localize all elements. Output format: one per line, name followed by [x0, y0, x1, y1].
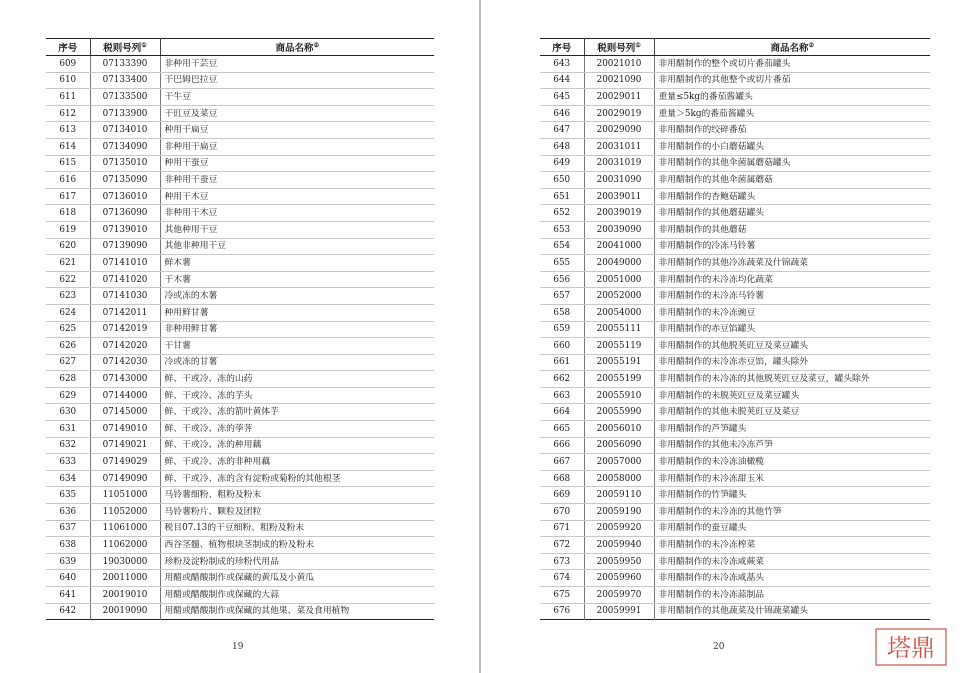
row-product-name: 用醋或醋酸制作或保藏的黄瓜及小黄瓜	[160, 570, 434, 587]
row-serial: 618	[46, 205, 90, 222]
row-product-name: 种用干木豆	[160, 188, 434, 205]
row-serial: 671	[540, 520, 584, 537]
row-tariff-code: 20059920	[584, 520, 654, 537]
row-serial: 655	[540, 255, 584, 272]
row-product-name: 非用醋制作的绞碎番茄	[654, 122, 930, 139]
row-tariff-code: 20039019	[584, 205, 654, 222]
row-serial: 674	[540, 570, 584, 587]
row-tariff-code: 20054000	[584, 304, 654, 321]
table-row	[540, 470, 930, 487]
row-product-name: 非种用干木豆	[160, 205, 434, 222]
row-product-name: 非用醋制作的其他蘑菇	[654, 221, 930, 238]
row-product-name: 非用醋制作的其他伞菌属蘑菇	[654, 172, 930, 189]
table-row	[540, 238, 930, 255]
table-row	[46, 172, 434, 189]
row-serial: 650	[540, 172, 584, 189]
row-tariff-code: 07145000	[90, 404, 160, 421]
row-tariff-code: 07141030	[90, 288, 160, 305]
row-tariff-code: 07136010	[90, 188, 160, 205]
row-product-name: 种用鲜甘薯	[160, 304, 434, 321]
row-tariff-code: 07149010	[90, 421, 160, 438]
header-tariff-code: 税则号列①	[584, 39, 654, 56]
row-serial: 635	[46, 487, 90, 504]
table-row	[540, 587, 930, 604]
row-tariff-code: 20059190	[584, 504, 654, 521]
row-serial: 649	[540, 155, 584, 172]
row-serial: 615	[46, 155, 90, 172]
table-row	[540, 105, 930, 122]
table-row	[46, 122, 434, 139]
table-row	[540, 454, 930, 471]
row-product-name: 非用醋制作的其他冷冻蔬菜及什锦蔬菜	[654, 255, 930, 272]
table-row	[540, 56, 930, 73]
row-serial: 640	[46, 570, 90, 587]
row-product-name: 珍粉及淀粉制成的珍粉代用品	[160, 553, 434, 570]
row-serial: 617	[46, 188, 90, 205]
row-serial: 659	[540, 321, 584, 338]
row-tariff-code: 20055191	[584, 354, 654, 371]
row-tariff-code: 20011000	[90, 570, 160, 587]
row-tariff-code: 11061000	[90, 520, 160, 537]
row-product-name: 其他种用干豆	[160, 221, 434, 238]
row-tariff-code: 20039011	[584, 188, 654, 205]
table-row	[540, 221, 930, 238]
row-tariff-code: 20052000	[584, 288, 654, 305]
table-row	[540, 537, 930, 554]
table-row	[46, 603, 434, 620]
row-product-name: 西谷茎髓、植物根块茎制成的粉及粉末	[160, 537, 434, 554]
table-row	[46, 304, 434, 321]
row-serial: 611	[46, 89, 90, 106]
row-product-name: 鲜、干或冷、冻的箭叶黄体芋	[160, 404, 434, 421]
row-tariff-code: 07141010	[90, 255, 160, 272]
row-serial: 627	[46, 354, 90, 371]
table-row	[46, 72, 434, 89]
table-row	[540, 421, 930, 438]
row-product-name: 非用醋制作的其他蘑菇罐头	[654, 205, 930, 222]
row-serial: 672	[540, 537, 584, 554]
row-product-name: 非用醋制作的未冷冻咸蕌头	[654, 570, 930, 587]
header-tariff-code: 税则号列①	[90, 39, 160, 56]
row-tariff-code: 07134090	[90, 138, 160, 155]
row-tariff-code: 20031019	[584, 155, 654, 172]
row-tariff-code: 20055111	[584, 321, 654, 338]
table-row	[540, 354, 930, 371]
row-serial: 676	[540, 603, 584, 620]
row-tariff-code: 20059991	[584, 603, 654, 620]
table-row	[540, 570, 930, 587]
row-tariff-code: 07135010	[90, 155, 160, 172]
row-serial: 643	[540, 56, 584, 73]
row-tariff-code: 07136090	[90, 205, 160, 222]
row-serial: 675	[540, 587, 584, 604]
row-serial: 631	[46, 421, 90, 438]
table-row	[540, 172, 930, 189]
row-tariff-code: 20031090	[584, 172, 654, 189]
row-product-name: 冷或冻的木薯	[160, 288, 434, 305]
table-row	[540, 122, 930, 139]
row-serial: 645	[540, 89, 584, 106]
row-serial: 657	[540, 288, 584, 305]
row-serial: 633	[46, 454, 90, 471]
table-row	[540, 155, 930, 172]
table-row	[46, 520, 434, 537]
row-serial: 664	[540, 404, 584, 421]
row-serial: 629	[46, 387, 90, 404]
row-product-name: 非用醋制作的小白蘑菇罐头	[654, 138, 930, 155]
table-row	[46, 288, 434, 305]
header-product-name: 商品名称②	[160, 39, 434, 56]
row-serial: 623	[46, 288, 90, 305]
table-row	[540, 271, 930, 288]
table-row	[540, 553, 930, 570]
table-row	[540, 89, 930, 106]
left-page	[0, 0, 479, 673]
row-product-name: 马铃薯细粉、粗粉及粉末	[160, 487, 434, 504]
row-product-name: 非用醋制作的其他脱荚豇豆及菜豆罐头	[654, 338, 930, 355]
table-row	[46, 221, 434, 238]
row-serial: 668	[540, 470, 584, 487]
row-tariff-code: 20031011	[584, 138, 654, 155]
table-row	[540, 404, 930, 421]
row-serial: 620	[46, 238, 90, 255]
table-row	[46, 155, 434, 172]
row-tariff-code: 07139010	[90, 221, 160, 238]
row-serial: 654	[540, 238, 584, 255]
row-tariff-code: 20029011	[584, 89, 654, 106]
row-tariff-code: 20059970	[584, 587, 654, 604]
row-tariff-code: 20055199	[584, 371, 654, 388]
row-product-name: 非用醋制作的其他伞菌属蘑菇罐头	[654, 155, 930, 172]
row-serial: 641	[46, 587, 90, 604]
row-tariff-code: 07142020	[90, 338, 160, 355]
row-tariff-code: 20059950	[584, 553, 654, 570]
row-serial: 646	[540, 105, 584, 122]
row-serial: 658	[540, 304, 584, 321]
row-serial: 662	[540, 371, 584, 388]
row-product-name: 鲜、干或冷、冻的芋头	[160, 387, 434, 404]
table-row	[46, 188, 434, 205]
row-serial: 648	[540, 138, 584, 155]
row-tariff-code: 07133390	[90, 56, 160, 73]
row-tariff-code: 07144000	[90, 387, 160, 404]
table-row	[540, 487, 930, 504]
table-row	[46, 354, 434, 371]
row-tariff-code: 20055990	[584, 404, 654, 421]
row-serial: 639	[46, 553, 90, 570]
row-serial: 625	[46, 321, 90, 338]
header-serial: 序号	[540, 39, 584, 56]
row-tariff-code: 20039090	[584, 221, 654, 238]
row-tariff-code: 07133400	[90, 72, 160, 89]
tariff-table-right	[540, 38, 930, 620]
table-row	[46, 338, 434, 355]
row-tariff-code: 07142019	[90, 321, 160, 338]
row-serial: 666	[540, 437, 584, 454]
row-serial: 673	[540, 553, 584, 570]
row-serial: 663	[540, 387, 584, 404]
row-serial: 656	[540, 271, 584, 288]
table-row	[46, 138, 434, 155]
table-row	[46, 504, 434, 521]
row-tariff-code: 20019090	[90, 603, 160, 620]
table-row	[540, 188, 930, 205]
row-product-name: 干木薯	[160, 271, 434, 288]
table-row	[46, 437, 434, 454]
row-tariff-code: 07139090	[90, 238, 160, 255]
row-product-name: 非用醋制作的芦笋罐头	[654, 421, 930, 438]
row-serial: 644	[540, 72, 584, 89]
watermark-logo	[874, 627, 948, 667]
row-product-name: 非用醋制作的其他未脱荚豇豆及菜豆	[654, 404, 930, 421]
row-tariff-code: 20055119	[584, 338, 654, 355]
row-product-name: 马铃薯粉片、颗粒及团粒	[160, 504, 434, 521]
row-serial: 619	[46, 221, 90, 238]
table-row	[46, 89, 434, 106]
row-product-name: 非用醋制作的未冷冻甜玉米	[654, 470, 930, 487]
table-row	[540, 603, 930, 620]
row-serial: 638	[46, 537, 90, 554]
row-product-name: 种用干蚕豆	[160, 155, 434, 172]
row-tariff-code: 20056010	[584, 421, 654, 438]
table-row	[540, 520, 930, 537]
row-product-name: 干甘薯	[160, 338, 434, 355]
table-row	[46, 105, 434, 122]
row-product-name: 非用醋制作的其他未冷冻芦笋	[654, 437, 930, 454]
table-row	[46, 205, 434, 222]
row-serial: 667	[540, 454, 584, 471]
row-product-name: 非用醋制作的赤豆馅罐头	[654, 321, 930, 338]
table-row	[540, 338, 930, 355]
row-tariff-code: 07141020	[90, 271, 160, 288]
row-product-name: 非用醋制作的未冷冻豌豆	[654, 304, 930, 321]
table-row	[46, 570, 434, 587]
row-serial: 661	[540, 354, 584, 371]
header-product-name: 商品名称②	[654, 39, 930, 56]
row-product-name: 鲜、干或冷、冻的种用藕	[160, 437, 434, 454]
row-product-name: 种用干扁豆	[160, 122, 434, 139]
row-tariff-code: 11062000	[90, 537, 160, 554]
table-row	[540, 371, 930, 388]
table-row	[46, 387, 434, 404]
header-serial: 序号	[46, 39, 90, 56]
row-serial: 670	[540, 504, 584, 521]
row-tariff-code: 20021090	[584, 72, 654, 89]
page-number: 19	[232, 642, 244, 652]
table-row	[46, 321, 434, 338]
row-tariff-code: 07133900	[90, 105, 160, 122]
table-row	[540, 437, 930, 454]
row-product-name: 非用醋制作的竹笋罐头	[654, 487, 930, 504]
table-row	[46, 470, 434, 487]
table-row	[46, 587, 434, 604]
table-row	[46, 487, 434, 504]
row-serial: 624	[46, 304, 90, 321]
row-tariff-code: 20057000	[584, 454, 654, 471]
row-product-name: 非用醋制作的未冷冻油橄榄	[654, 454, 930, 471]
row-tariff-code: 20029019	[584, 105, 654, 122]
row-tariff-code: 07134010	[90, 122, 160, 139]
row-product-name: 非用醋制作的其他蔬菜及什锦蔬菜罐头	[658, 606, 809, 617]
table-row	[46, 371, 434, 388]
row-product-name: 鲜木薯	[160, 255, 434, 272]
row-product-name: 税目07.13的干豆细粉、粗粉及粉末	[160, 520, 434, 537]
row-tariff-code: 20029090	[584, 122, 654, 139]
row-product-name: 非用醋制作的未冷冻咸蕨菜	[654, 553, 930, 570]
row-serial: 610	[46, 72, 90, 89]
row-tariff-code: 20019010	[90, 587, 160, 604]
row-product-name: 非用醋制作的未冷冻榨菜	[654, 537, 930, 554]
row-tariff-code: 20059960	[584, 570, 654, 587]
row-tariff-code: 20049000	[584, 255, 654, 272]
row-product-name: 非种用干蚕豆	[160, 172, 434, 189]
row-serial: 622	[46, 271, 90, 288]
row-serial: 669	[540, 487, 584, 504]
table-row	[540, 387, 930, 404]
row-product-name: 鲜、干或冷、冻的山药	[160, 371, 434, 388]
row-tariff-code: 20059110	[584, 487, 654, 504]
row-serial: 613	[46, 122, 90, 139]
table-row	[540, 288, 930, 305]
row-product-name: 鲜、干或冷、冻的荸荠	[160, 421, 434, 438]
row-serial: 628	[46, 371, 90, 388]
table-row	[46, 537, 434, 554]
row-serial: 609	[46, 56, 90, 73]
row-serial: 634	[46, 470, 90, 487]
row-tariff-code: 20021010	[584, 56, 654, 73]
row-product-name: 鲜、干或冷、冻的非种用藕	[160, 454, 434, 471]
row-product-name: 非用醋制作的未冷冻均化蔬菜	[654, 271, 930, 288]
row-tariff-code: 20055910	[584, 387, 654, 404]
row-product-name: 干豇豆及菜豆	[160, 105, 434, 122]
row-product-name: 非用醋制作的其他整个或切片番茄	[654, 72, 930, 89]
row-tariff-code: 19030000	[90, 553, 160, 570]
row-tariff-code: 20058000	[584, 470, 654, 487]
row-tariff-code: 20056090	[584, 437, 654, 454]
table-row	[46, 255, 434, 272]
row-product-name: 非用醋制作的未冷冻蒜制品	[654, 587, 930, 604]
row-serial: 626	[46, 338, 90, 355]
row-tariff-code: 20041000	[584, 238, 654, 255]
row-tariff-code: 07143000	[90, 371, 160, 388]
row-product-name: 非用醋制作的未冷冻马铃薯	[654, 288, 930, 305]
table-row	[540, 304, 930, 321]
row-tariff-code: 20051000	[584, 271, 654, 288]
page-number: 20	[713, 642, 725, 652]
row-product-name: 其他非种用干豆	[160, 238, 434, 255]
row-tariff-code: 11051000	[90, 487, 160, 504]
row-product-name: 非种用干扁豆	[160, 138, 434, 155]
row-product-name: 用醋或醋酸制作或保藏的其他果、菜及食用植物	[164, 606, 350, 617]
row-product-name: 非用醋制作的未冷冻赤豆馅，罐头除外	[654, 354, 930, 371]
row-tariff-code: 07142030	[90, 354, 160, 371]
table-row	[46, 553, 434, 570]
table-row	[540, 205, 930, 222]
row-serial: 647	[540, 122, 584, 139]
row-tariff-code: 07142011	[90, 304, 160, 321]
table-row	[46, 404, 434, 421]
row-tariff-code: 07149029	[90, 454, 160, 471]
row-tariff-code: 11052000	[90, 504, 160, 521]
row-product-name: 鲜、干或冷、冻的含有淀粉或菊粉的其他根茎	[160, 470, 434, 487]
row-tariff-code: 07149090	[90, 470, 160, 487]
row-serial: 621	[46, 255, 90, 272]
table-row	[540, 504, 930, 521]
row-product-name: 非用醋制作的未冷冻的其他竹笋	[654, 504, 930, 521]
row-serial: 636	[46, 504, 90, 521]
row-product-name: 非用醋制作的未冷冻的其他脱荚豇豆及菜豆，罐头除外	[654, 371, 930, 388]
row-serial: 616	[46, 172, 90, 189]
row-tariff-code: 20059940	[584, 537, 654, 554]
row-serial: 630	[46, 404, 90, 421]
table-row	[540, 138, 930, 155]
row-product-name: 用醋或醋酸制作或保藏的大蒜	[160, 587, 434, 604]
row-tariff-code: 07135090	[90, 172, 160, 189]
row-product-name: 干牛豆	[160, 89, 434, 106]
row-product-name: 非用醋制作的杏鲍菇罐头	[654, 188, 930, 205]
row-product-name: 非种用鲜甘薯	[160, 321, 434, 338]
watermark-text: 塔鼎	[887, 634, 935, 662]
table-row	[46, 271, 434, 288]
table-row	[46, 454, 434, 471]
row-tariff-code: 07133500	[90, 89, 160, 106]
row-product-name: 非用醋制作的整个或切片番茄罐头	[654, 56, 930, 73]
row-serial: 612	[46, 105, 90, 122]
tariff-table-left	[46, 38, 434, 620]
table-header-row	[540, 39, 930, 56]
table-row	[46, 421, 434, 438]
row-product-name: 非用醋制作的蚕豆罐头	[654, 520, 930, 537]
row-product-name: 干巴姆巴拉豆	[160, 72, 434, 89]
table-row	[540, 321, 930, 338]
row-serial: 637	[46, 520, 90, 537]
table-row	[46, 56, 434, 73]
row-serial: 665	[540, 421, 584, 438]
table-header-row	[46, 39, 434, 56]
row-product-name: 重量＞5kg的番茄酱罐头	[654, 105, 930, 122]
row-serial: 651	[540, 188, 584, 205]
row-product-name: 非种用干芸豆	[160, 56, 434, 73]
row-serial: 642	[46, 603, 90, 620]
table-row	[46, 238, 434, 255]
row-serial: 614	[46, 138, 90, 155]
row-serial: 632	[46, 437, 90, 454]
row-product-name: 非用醋制作的未脱荚豇豆及菜豆罐头	[654, 387, 930, 404]
row-product-name: 冷或冻的甘薯	[160, 354, 434, 371]
table-row	[540, 72, 930, 89]
watermark-seal-icon	[874, 627, 948, 667]
row-product-name: 重量≤5kg的番茄酱罐头	[654, 89, 930, 106]
table-row	[540, 255, 930, 272]
row-product-name: 非用醋制作的冷冻马铃薯	[654, 238, 930, 255]
row-tariff-code: 07149021	[90, 437, 160, 454]
row-serial: 652	[540, 205, 584, 222]
row-serial: 653	[540, 221, 584, 238]
row-serial: 660	[540, 338, 584, 355]
